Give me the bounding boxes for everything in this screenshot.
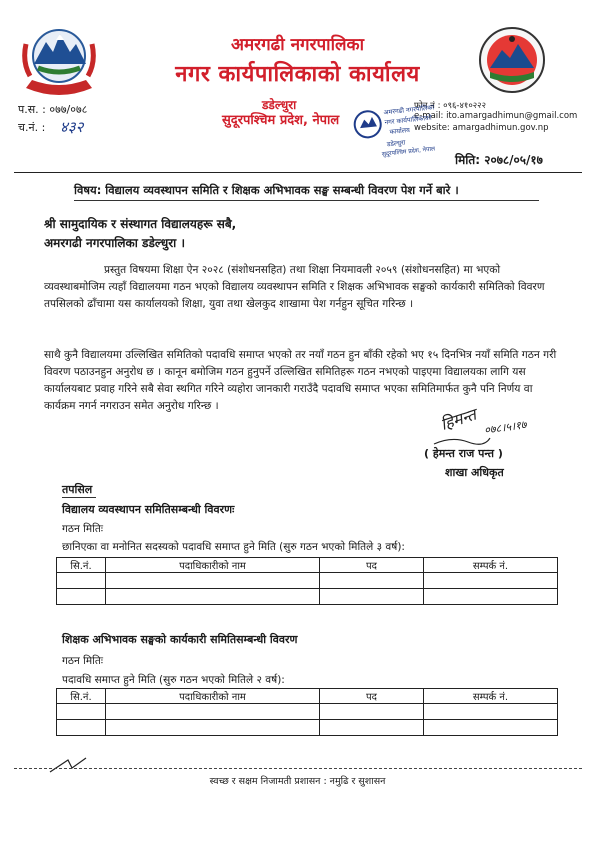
body-paragraph-2: साथै कुनै विद्यालयमा उल्लिखित समितिको पदावधि समाप्त भएको तर नयाँ गठन हुन बाँकी रहेको भए १५ दिनभित्र नयाँ समिति गठन गरी विवरण पठाउनहुन अनुरोध छ । कानून बमोजिम गठन हुनुपर्ने उल्लिखित समितिहरू गठन नभएको पाइएमा विद्यालयका लागि यस कार्यालयबाट प्रवाह गरिने सबै सेवा स्थगित गरिने व्यहोरा जानकारी गराउँदै पदावधि समाप्त भएका समितिमार्फत कुनै पनि निर्णय वा कार्यक्रम नगर्न नगराउन समेत अनुरोध गरिन्छ । [44,349,557,412]
stamp-line-2: नगर कार्यपालिकाको [384,113,433,127]
footer-motto: स्वच्छ र सक्षम निजामती प्रशासन : नमुढि र सुशासन [209,776,386,787]
footer-divider [14,768,582,769]
table-row [57,573,558,589]
section1-formation-date: गठन मितिः [62,523,104,535]
letter-chn-value: ४३२ [60,118,84,136]
letter-date: मिति: २०७८/०५/१७ [455,153,543,167]
recipient-line-1: श्री सामुदायिक र संस्थागत विद्यालयहरू सबै, [44,217,237,231]
body-paragraph-1: प्रस्तुत विषयमा शिक्षा ऐन २०२८ (संशोधनसहित) तथा शिक्षा नियमावली २०५९ (संशोधनसहित) मा भएको व्यवस्थाबमोजिम त्यहाँ विद्यालयमा गठन भएको विद्यालय व्यवस्थापन समिति र शिक्षक अभिभावक सङ्घको कार्यकारी समितिको विवरण तपसिलको ढाँचामा यस कार्यालयको शिक्षा, युवा तथा खेलकुद शाखामा पेश गर्नहुन सूचित गरिन्छ । [44,264,545,310]
signatory-name: ( हेमन्त राज पन्त ) [424,447,503,460]
stamp-line-4: डडेल्धुरा [386,138,406,149]
stamp-seal-icon [351,108,384,141]
letter-ps-number: प.स. : ०७७/०७८ [18,103,88,116]
column-serial: सि.नं. [57,689,106,704]
section2-tenure: पदावधि समाप्त हुने मिति (सुरु गठन भएको मितिले २ वर्ष): [62,674,285,686]
column-position: पद [320,558,424,573]
table-row [57,720,558,736]
office-stamp [347,99,453,171]
municipality-name: अमरगढी नगरपालिका [231,35,364,55]
table-header-row [57,558,558,573]
letter-subject: विषय: विद्यालय व्यवस्थापन समिति र शिक्षक अभिभावक सङ्घ सम्बन्धी विवरण पेश गर्ने बारे । [74,183,459,197]
column-name: पदाधिकारीको नाम [106,689,320,704]
table-header-row [57,689,558,704]
section1-tenure: छानिएका वा मनोनित सदस्यको पदावधि समाप्त हुने मिति (सुरु गठन भएको मितिले ३ वर्ष): [62,541,405,553]
header-divider [14,172,582,173]
section1-title: विद्यालय व्यवस्थापन समितिसम्बन्धी विवरणः [62,503,235,516]
tapsil-heading: तपसिल [62,483,93,496]
office-province: सुदूरपश्चिम प्रदेश, नेपाल [222,113,340,128]
office-location: डडेल्धुरा [262,98,297,112]
signatory-title: शाखा अधिकृत [445,466,504,479]
letter-chn-label: च.नं. : [18,121,46,134]
section1-table [56,557,558,605]
section2-title: शिक्षक अभिभावक सङ्घको कार्यकारी समितिसम्बन्धी विवरण [62,633,298,646]
section2-table [56,688,558,736]
subject-underline [74,200,539,201]
website-address: website: amargadhimun.gov.np [414,123,549,133]
signature-date: ०७८।५।१७ [483,418,528,437]
column-name: पदाधिकारीको नाम [106,558,320,573]
phone-number: फोन नं : ०९६-४१०२२२ [414,101,487,111]
footer-pen-scribble-icon [46,754,106,776]
stamp-line-3: कार्यालय [389,125,411,137]
signature-scribble: हिमन्त [438,404,479,435]
email-address: e-mail: ito.amargadhimun@gmail.com [414,111,578,121]
stamp-line-1: अमरगढी नगरपालिका [383,103,435,117]
column-position: पद [320,689,424,704]
table-row [57,704,558,720]
column-serial: सि.नं. [57,558,106,573]
table-row [57,589,558,605]
column-contact: सम्पर्क नं. [424,558,558,573]
column-contact: सम्पर्क नं. [424,689,558,704]
section2-formation-date: गठन मितिः [62,655,104,667]
stamp-line-5: सुदूरपश्चिम प्रदेश, नेपाल [381,145,436,158]
office-name: नगर कार्यपालिकाको कार्यालय [175,62,420,87]
recipient-line-2: अमरगढी नगरपालिका डडेल्धुरा । [44,236,186,250]
tapsil-underline [62,497,96,498]
